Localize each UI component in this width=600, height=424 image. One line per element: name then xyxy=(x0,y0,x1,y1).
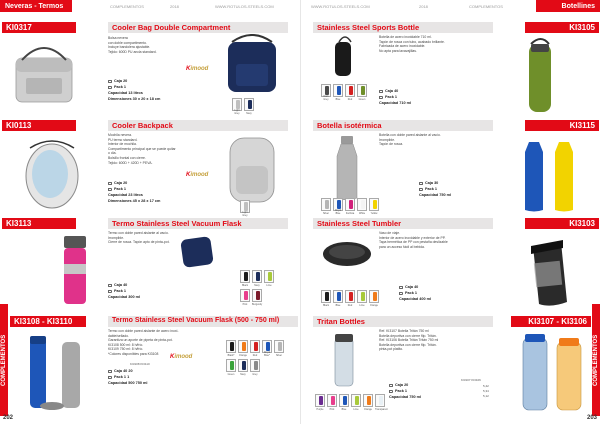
color-swatch: Orange xyxy=(238,340,248,353)
box-icon xyxy=(108,182,112,185)
product-specs: Caja 30 Pack 1 Capacidad 750 ml xyxy=(419,181,452,197)
box-icon xyxy=(389,384,393,387)
flask-pair-image xyxy=(22,332,102,414)
color-swatch: White xyxy=(357,198,367,211)
product-description: Bolsa nevera con doble compartimento. Incluye bandolera ajustable. Tejido: 600D PU ancla standard. xyxy=(108,36,157,54)
tritan-bottle-small-image xyxy=(315,330,375,390)
product-title: Cooler Backpack xyxy=(108,120,288,131)
box-icon xyxy=(108,80,112,83)
pink-flask-image xyxy=(50,234,100,308)
pack-icon xyxy=(419,188,423,191)
product-title: Stainless Steel Sports Bottle xyxy=(313,22,493,33)
product-code: KI3107 - KI3106 xyxy=(511,316,591,327)
product-code: KI3108 - KI3110 xyxy=(10,316,86,327)
color-swatch: Silver xyxy=(321,198,331,211)
box-icon xyxy=(419,182,423,185)
color-swatch: Transparent xyxy=(375,394,385,407)
product-block xyxy=(301,218,600,312)
product-block xyxy=(0,218,300,312)
tumbler-lid-image xyxy=(317,234,377,284)
color-swatch: Navy xyxy=(238,359,248,372)
product-description: Botella de acero inoxidable 710 ml. Tapón de rosca con tubo, acabado brillante. Fabricada de acero inoxidable. No apta para lavavajillas. xyxy=(379,35,445,53)
color-swatch: Red xyxy=(345,290,355,303)
page-category: Botellines xyxy=(536,0,600,12)
color-swatch: Grey xyxy=(250,359,260,372)
isothermal-bottle-silver-image xyxy=(327,134,367,204)
color-swatches xyxy=(232,98,254,115)
color-swatch: Lime xyxy=(357,290,367,303)
color-swatch: Dark Grey xyxy=(321,84,331,97)
color-swatch: Blue xyxy=(333,84,343,97)
product-title: Stainless Steel Tumbler xyxy=(313,218,493,229)
product-specs: Caja 20 Pack 1 Capacidad 13 litros Dimensiones 30 x 20 x 18 cm xyxy=(108,79,161,101)
pack-icon xyxy=(379,96,383,99)
pack-icon xyxy=(389,390,393,393)
brand-logo: Kimood xyxy=(170,354,193,360)
color-swatch: Navy xyxy=(244,98,254,111)
brand-logo: Kimood xyxy=(186,172,209,178)
pack-icon xyxy=(108,290,112,293)
color-swatch: Orange xyxy=(363,394,373,407)
product-description: Vaso de viaje. Interior de acero inoxidable y exterior de PP. Tapa hermética de PP con pestaña deslizable para un acceso fácil al bebida. xyxy=(379,231,448,249)
catalog-page-right xyxy=(300,0,600,424)
variant-codes: KI3108 KI3110 xyxy=(130,362,150,366)
product-code: KI0113 xyxy=(2,120,76,131)
price-list: 5,42 5,34 5,12 xyxy=(483,384,489,398)
color-swatches xyxy=(321,198,379,215)
color-swatch: Navy xyxy=(252,270,262,283)
brand-logo: Kimood xyxy=(186,66,209,72)
pack-icon xyxy=(108,376,112,379)
product-block xyxy=(0,316,300,416)
color-swatch: Fuchsia xyxy=(345,198,355,211)
color-swatch: Black* xyxy=(226,340,236,353)
sports-bottle-small-image xyxy=(319,36,369,80)
product-block xyxy=(301,316,600,416)
product-specs: Caja 40 Pack 1 Capacidad 300 ml xyxy=(108,283,141,299)
product-specs: Caja 40 Pack 1 Capacidad 400 ml xyxy=(399,285,432,301)
product-title: Termo Stainless Steel Vacuum Flask xyxy=(108,218,288,229)
product-block xyxy=(301,22,600,116)
color-swatch: Burgundy xyxy=(252,289,262,302)
color-swatch: Yellow xyxy=(369,198,379,211)
product-specs: Caja 40 20 Pack 1 1 Capacidad 500 750 ml xyxy=(108,369,148,385)
box-icon xyxy=(108,370,112,373)
side-section-tab: COMPLEMENTOS xyxy=(592,304,600,416)
cooler-bag-navy-image xyxy=(222,34,282,96)
color-swatch: Purple xyxy=(315,394,325,407)
page-category: Neveras - Termos xyxy=(0,0,72,12)
color-swatch: Red xyxy=(250,340,260,353)
product-code: KI3103 xyxy=(525,218,599,229)
color-swatch: Green xyxy=(226,359,236,372)
backpack-grey-image xyxy=(222,132,282,206)
color-swatches xyxy=(321,84,367,101)
color-swatch: Light Grey xyxy=(240,200,250,213)
pack-icon xyxy=(108,86,112,89)
product-description: Termo con doble pared aislante de acero inoxi- dable/sellado. Garantiza un aporte de pipeta de pinta-pot. KI3108 500 ml: 8 h/frío. KI3109 750 ml: 8 h/frío. *Colores disponibles para KI3108 xyxy=(108,329,179,356)
color-swatch: Royal Blue xyxy=(333,198,343,211)
color-swatches xyxy=(240,200,250,217)
backpack-image xyxy=(20,136,90,212)
product-code: KI3113 xyxy=(2,218,76,229)
product-code: KI3105 xyxy=(525,22,599,33)
product-title: Tritan Bottles xyxy=(313,316,493,327)
product-description: Ref. KI3107 Botella Tritán 750 ml Botella deportiva con cierre flip. Tritán. Ref. KI3106 Botella Tritán Tritán 750 ml Botella deportiva con cierre flip. Tritán. pinta-pot platito. xyxy=(379,329,439,352)
product-specs: Caja 20 Pack 1 Capacidad 23 litros Dimensiones 45 x 28 x 17 cm xyxy=(108,181,161,203)
header-url: WWW.ROTULOS-STEELS.COM xyxy=(311,4,370,9)
product-description: Termo con doble pared aislante al vacío. Irrompible. Cierre de rosca. Tapón apto de pinta-pot. xyxy=(108,231,170,245)
color-swatch: Black xyxy=(240,270,250,283)
product-specs: Caja 20 Pack 1 Capacidad 750 ml xyxy=(389,383,422,399)
side-section-tab: COMPLEMENTOS xyxy=(0,304,8,416)
page-number: 202 xyxy=(3,415,14,421)
color-swatches xyxy=(226,340,290,376)
header-year: 2018 xyxy=(170,4,179,9)
color-swatch: Silver xyxy=(274,340,284,353)
color-swatches xyxy=(315,394,388,411)
color-swatches xyxy=(240,270,280,306)
product-block xyxy=(301,120,600,214)
sports-bottle-green-image xyxy=(517,36,567,116)
color-swatch: Royal Blue* xyxy=(262,340,272,353)
product-specs: Caja 40 Pack 1 Capacidad 710 ml xyxy=(379,89,412,105)
product-block xyxy=(0,120,300,217)
box-icon xyxy=(399,286,403,289)
tumbler-image xyxy=(513,232,589,312)
isothermal-bottles-color-image xyxy=(511,134,591,214)
color-swatches xyxy=(321,290,379,307)
color-swatch: Orange xyxy=(369,290,379,303)
product-block xyxy=(0,22,300,116)
color-swatch: Blue xyxy=(333,290,343,303)
product-title: Cooler Bag Double Compartment xyxy=(108,22,288,33)
color-swatch: Blue xyxy=(339,394,349,407)
pack-icon xyxy=(108,188,112,191)
color-swatch: Lime xyxy=(264,270,274,283)
color-swatch: Pink xyxy=(327,394,337,407)
box-icon xyxy=(108,284,112,287)
color-swatch: Black xyxy=(321,290,331,303)
product-description: Botella con doble pared aislante al vacío. Irrompible. Tapón de rosca. xyxy=(379,133,441,147)
cooler-bag-image xyxy=(8,40,78,106)
color-swatch: Pink xyxy=(240,289,250,302)
product-title: Termo Stainless Steel Vacuum Flask (500 - 750 ml) xyxy=(108,316,298,327)
pack-icon xyxy=(399,292,403,295)
box-icon xyxy=(379,90,383,93)
header-year: 2018 xyxy=(419,4,428,9)
color-swatch: Light Grey xyxy=(232,98,242,111)
product-code: KI3115 xyxy=(525,120,599,131)
color-swatch: Lime xyxy=(351,394,361,407)
product-title: Botella isotérmica xyxy=(313,120,493,131)
color-swatch: Green xyxy=(357,84,367,97)
page-number: 203 xyxy=(586,415,597,421)
variant-codes: KI3107 KI3106 xyxy=(461,378,481,382)
tritan-bottles-image xyxy=(515,330,595,414)
navy-flask-image xyxy=(172,232,222,272)
product-code: KI0317 xyxy=(2,22,76,33)
header-section: COMPLEMENTOS xyxy=(110,4,144,9)
header-url: WWW.ROTULOS-STEELS.COM xyxy=(215,4,274,9)
product-description: Mochila nevera. PU termo standard. Interior de mochila. Compartimento principal que se puede quitar o día. Bolsillo frontal con cierre. Tejido: 600D + 420D + PEVA. xyxy=(108,133,176,165)
header-section: COMPLEMENTOS xyxy=(469,4,503,9)
color-swatch: Red xyxy=(345,84,355,97)
